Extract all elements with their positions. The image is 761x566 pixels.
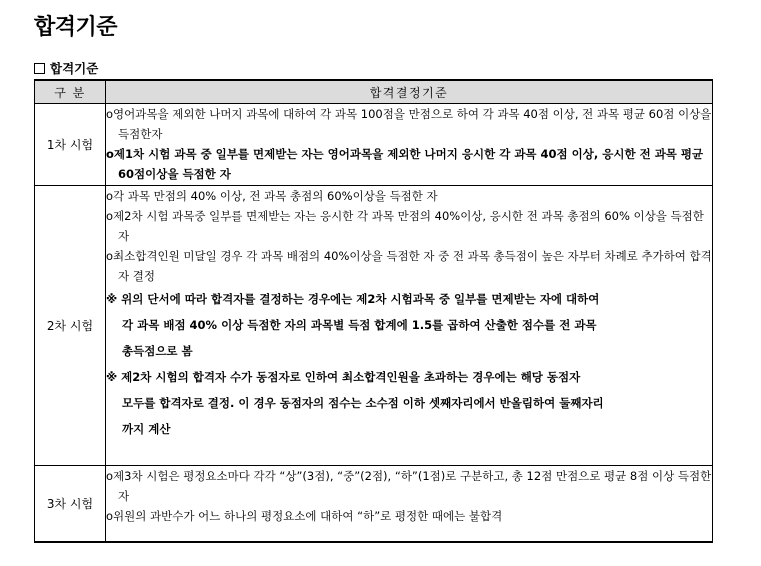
- table-row-second-exam: [35, 186, 713, 466]
- row-label: 1차 시험: [35, 104, 106, 186]
- row-label: 3차 시험: [35, 466, 106, 542]
- criteria-item: o각 과목 만점의 40% 이상, 전 과목 총점의 60%이상을 득점한 자: [106, 189, 438, 203]
- note-item: [106, 286, 712, 364]
- note-text-continued: 모두를 합격자로 결정. 이 경우 동점자의 점수는 소수점 이하 셋째자리에서 반올림하여 둘째자리: [122, 396, 604, 410]
- criteria-item: o제2차 시험 과목중 일부를 면제받는 자는 응시한 각 과목 만점의 40%이상, 응시한 전 과목 총점의 60% 이상을 득점한 자: [106, 209, 704, 243]
- table-header-row: [35, 80, 713, 104]
- note-text-end: 총득점으로 봄: [122, 344, 193, 358]
- section-heading-label: 합격기준: [50, 61, 99, 76]
- header-category: 구 분: [35, 80, 106, 104]
- table-row-first-exam: [35, 104, 713, 186]
- criteria-item: o제1차 시험 과목 중 일부를 면제받는 자는 영어과목을 제외한 나머지 응시한 각 과목 40점 이상, 응시한 전 과목 평균 60점이상을 득점한 자: [106, 147, 704, 181]
- note-text: ※ 위의 단서에 따라 합격자를 결정하는 경우에는 제2차 시험과목 중 일부를 면제받는 자에 대하여: [106, 292, 600, 306]
- note-text: ※ 제2차 시험의 합격자 수가 동점자로 인하여 최소합격인원을 초과하는 경우에는 해당 동점자: [106, 370, 581, 384]
- criteria-table: [34, 79, 713, 543]
- note-text-continued: 각 과목 배점 40% 이상 득점한 자의 과목별 득점 합계에 1.5를 곱하여 산출한 점수를 전 과목: [122, 318, 597, 332]
- row-content: [106, 104, 713, 186]
- criteria-item: o최소합격인원 미달일 경우 각 과목 배점의 40%이상을 득점한 자 중 전 과목 총득점이 높은 자부터 차례로 추가하여 합격자 결정: [106, 249, 712, 283]
- note-text-end: 까지 계산: [122, 422, 171, 436]
- table-row-third-exam: [35, 466, 713, 542]
- row-label: 2차 시험: [35, 186, 106, 466]
- criteria-item: o영어과목을 제외한 나머지 과목에 대하여 각 과목 100점을 만점으로 하여 각 과목 40점 이상, 전 과목 평균 60점 이상을 득점한자: [106, 107, 712, 141]
- header-criteria: 합격결정기준: [106, 80, 713, 104]
- section-heading: [34, 59, 98, 77]
- row-content: [106, 466, 713, 542]
- checkbox-square-icon: [34, 63, 45, 74]
- note-item: [106, 364, 712, 442]
- row-content: [106, 186, 713, 466]
- criteria-item: o위원의 과반수가 어느 하나의 평정요소에 대하여 “하”로 평정한 때에는 불합격: [106, 509, 503, 523]
- criteria-item: o제3차 시험은 평정요소마다 각각 “상”(3점), “중”(2점), “하”(1점)로 구분하고, 총 12점 만점으로 평균 8점 이상 득점한 자: [106, 469, 712, 503]
- page-title: 합격기준: [34, 15, 118, 40]
